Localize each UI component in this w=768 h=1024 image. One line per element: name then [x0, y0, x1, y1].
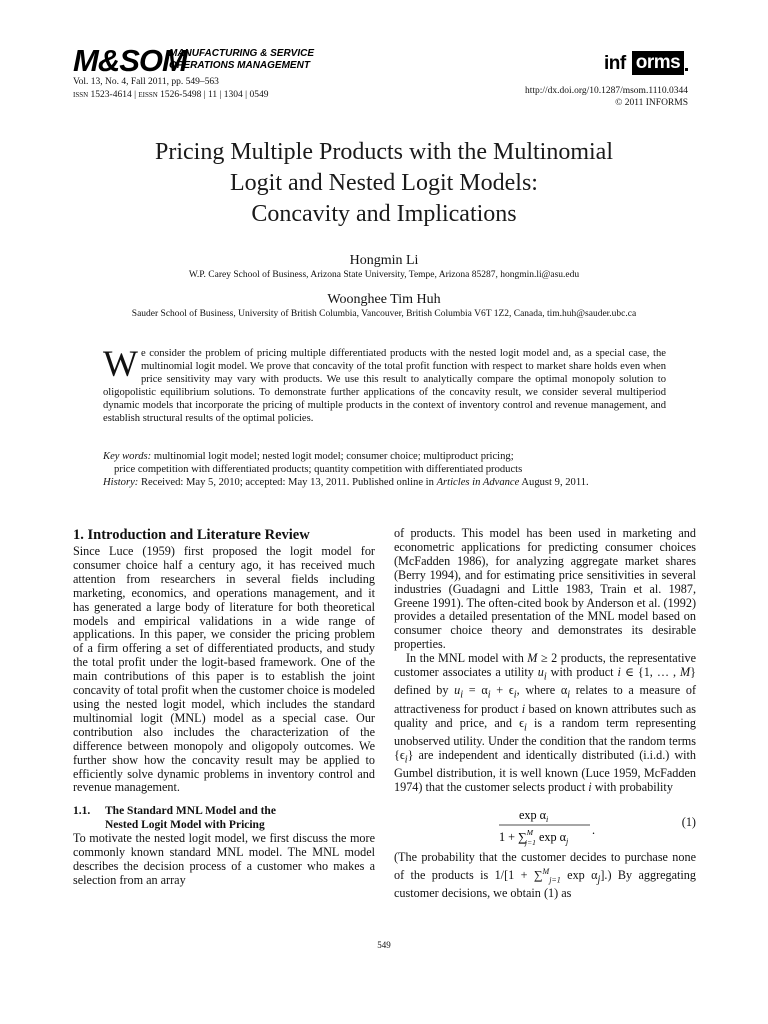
- body-paragraph: To motivate the nested logit model, we first discuss the more commonly known standard MNL model. The MNL model describes the decision process of a customer who makes a selection from an array: [73, 831, 375, 888]
- subsection-heading: 1.1. The Standard MNL Model and the Nested Logit Model with Pricing: [73, 805, 276, 832]
- eq-denominator: 1 + ∑$^M$ j=1 $\exp \alpha_j$: [499, 828, 569, 848]
- section-heading: 1. Introduction and Literature Review: [73, 527, 310, 543]
- body-paragraph: of products. This model has been used in marketing and econometric applications for predicting consumer choices (McFadden 1986), for analyzing aggregate market shares (Berry 1994), and for estimating price sensitivities in several industries (Guadagni and Little 1983, Train et al. 1987, Greene 1991). The often-cited book by Anderson et al. (1992) provides a detailed presentation of the MNL model based on consumer choice theory and demonstrates its desirable properties.: [394, 526, 697, 652]
- left-column: [73, 527, 375, 888]
- doi-link[interactable]: http://dx.doi.org/10.1287/msom.1110.0344: [524, 86, 688, 96]
- journal-logo: [73, 43, 333, 78]
- eq-numerator: $\exp \alpha_i$: [519, 808, 549, 825]
- paper-title: Pricing Multiple Products with the Multinomial Logit and Nested Logit Models: Concavity and Implications: [155, 139, 613, 227]
- abstract-text: e consider the problem of pricing multiple differentiated products with the nested logit model and, as a special case, the multinomial logit model. We prove that concavity of the total profit function with respect to market share holds even when price sensitivity may vary with products. We use this result to analytically compare the optimal monopoly solution to oligopolistic equilibrium solutions. To demonstrate further applications of the concavity result, we consider several multiperiod dynamic models that incorporate the pricing of multiple products in the context of inventory control and revenue management, and establish structural results of the optimal policies.: [103, 348, 666, 424]
- keywords-text: price competition with differentiated products; quantity competition with differentiated products: [114, 463, 523, 475]
- author-affiliation: W.P. Carey School of Business, Arizona State University, Tempe, Arizona 85287, hongmin.li@asu.edu: [188, 270, 580, 280]
- doi-block: [525, 85, 688, 109]
- author-affiliation: Sauder School of Business, University of British Columbia, Vancouver, British Columbia V6T 1Z2, Canada, tim.huh@sauder.ubc.ca: [131, 309, 637, 319]
- author-name: Hongmin Li: [349, 253, 419, 268]
- equation-fraction: [394, 801, 696, 851]
- publisher-logo: inf orms: [604, 51, 688, 77]
- journal-logo-fullname: MANUFACTURING & SERVICE OPERATIONS MANAGEMENT: [169, 48, 315, 71]
- copyright: © 2011 INFORMS: [615, 98, 688, 108]
- svg-text:.: .: [592, 823, 596, 838]
- keywords-text: multinomial logit model; nested logit model; consumer choice; multiproduct pricing;: [153, 451, 514, 462]
- issn-info: issn 1523-4614 | eissn 1526-5498 | 11 | 1304 | 0549: [73, 90, 269, 100]
- keywords-label: Key words:: [103, 451, 152, 462]
- body-paragraph: (The probability that the customer decides to purchase none of the products is 1/[1 + ∑$^M_{j=1}$ $\exp \alpha_j$].) By aggregating customer decisions, we obtain (1) as: [394, 850, 696, 901]
- author-name: Woonghee Tim Huh: [327, 292, 441, 307]
- abstract: [103, 344, 666, 426]
- abstract-dropcap: W: [103, 344, 138, 385]
- journal-logo-abbr: M&SOM: [73, 43, 187, 78]
- equation-1: [394, 801, 696, 851]
- right-column: [394, 527, 696, 901]
- keywords: [103, 451, 666, 477]
- history-label: History:: [103, 477, 139, 488]
- body-paragraph: In the MNL model with M ≥ 2 products, the representative customer associates a utility $u_i$ with product i ∈ {1, … , M} defined by $u_i = \alpha_i + \epsilon_i$, where $\alpha_i$ relates to a measure of attractiveness for product i based on known attributes such as quality and price, and $\epsilon_i$ is a random term representing unobserved utility. Under the condition that the random terms $\{\epsilon_i\}$ are independent and identically distributed (i.i.d.) with Gumbel distribution, it is well known (Luce 1959, McFadden 1974) that the customer selects product i with probability: [394, 651, 696, 795]
- journal-meta: [73, 76, 268, 102]
- page-number: 549: [377, 940, 391, 950]
- history: History: Received: May 5, 2010; accepted: May 13, 2011. Published online in Articles in Advance August 9, 2011.: [103, 477, 589, 488]
- volume-info: Vol. 13, No. 4, Fall 2011, pp. 549–563: [73, 77, 219, 87]
- body-paragraph: Since Luce (1959) first proposed the logit model for consumer choice half a century ago, it has received much attention from researchers in several fields including marketing, economics, and operations management, and it has generated a large body of literature for both theoretical models and empirical validations in a wide range of applications. In this paper, we consider the pricing problem of a firm offering a set of differentiated products, and study the total profit under the logit-based framework. One of the main contributions of this paper is to establish the joint concavity of total profit when the customer choice is modeled using the nested logit model, which includes the standard multinomial logit (MNL) model as a special case. Our contribution also includes the characterization of the difference between monopoly and oligopoly outcomes. We further show how the concavity result may be applied to efficiently solve dynamic problems in inventory control and revenue management.: [73, 544, 375, 795]
- equation-number: (1): [681, 815, 696, 830]
